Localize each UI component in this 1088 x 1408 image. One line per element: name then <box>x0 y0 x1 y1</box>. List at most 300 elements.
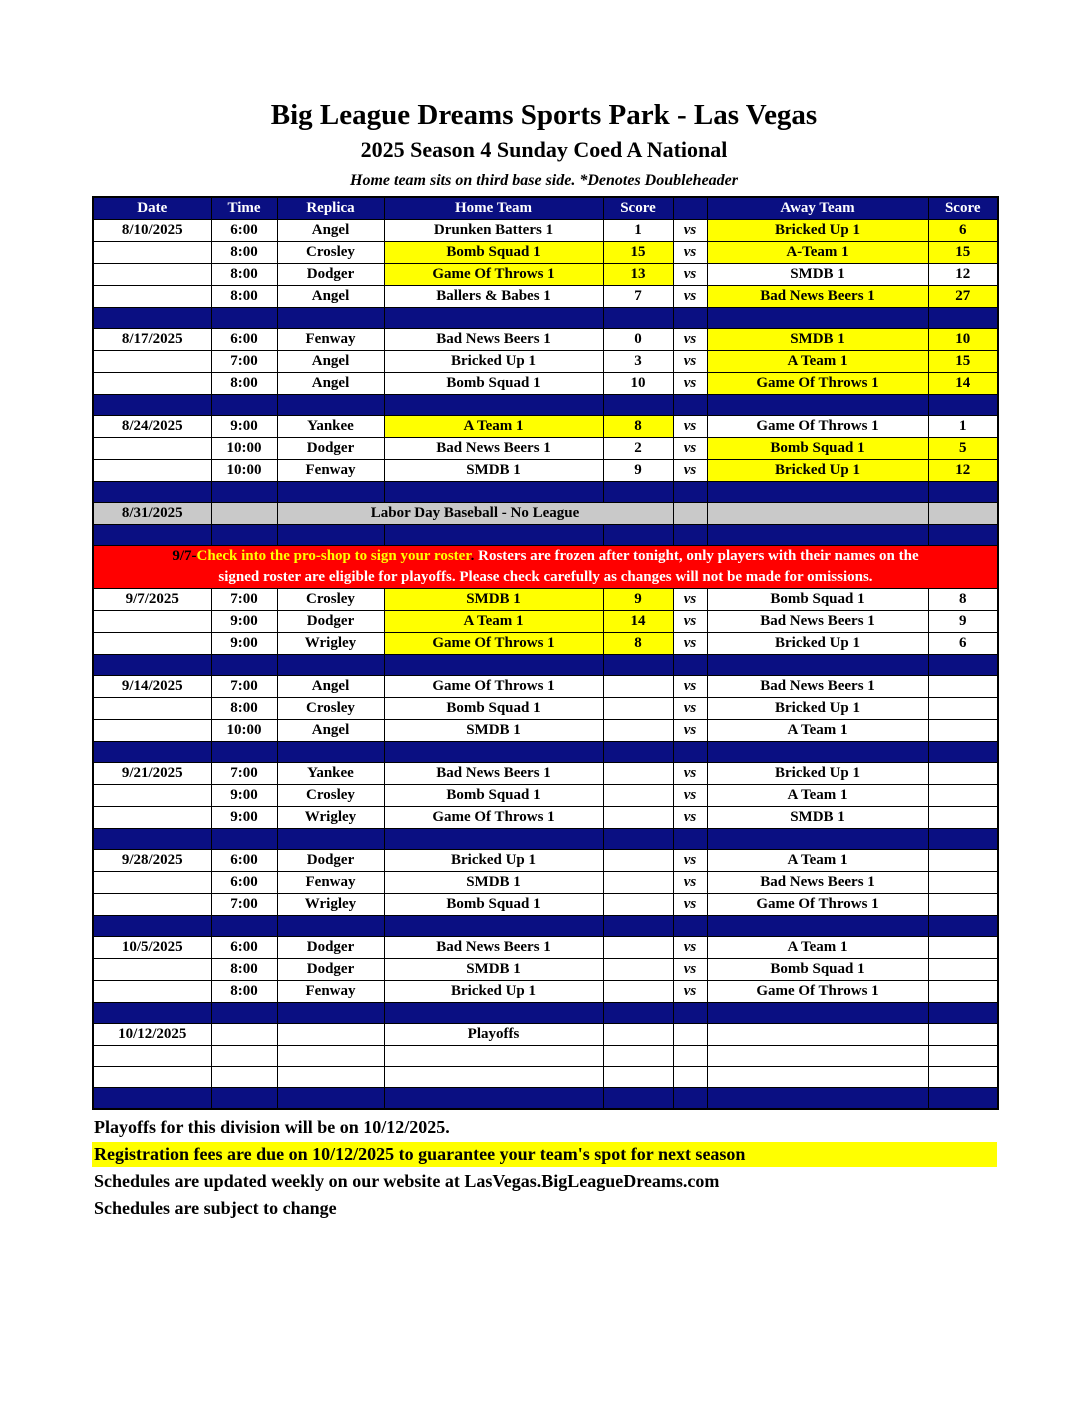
vs-cell: vs <box>673 438 707 460</box>
page-subtitle: 2025 Season 4 Sunday Coed A National <box>360 137 728 163</box>
game-row <box>93 894 998 916</box>
away-team-cell: A Team 1 <box>707 720 928 742</box>
home-team-cell: SMDB 1 <box>384 589 603 611</box>
time-cell: 6:00 <box>211 937 277 959</box>
home-team-cell: Game Of Throws 1 <box>384 676 603 698</box>
replica-cell: Dodger <box>277 438 384 460</box>
separator-cell <box>384 655 603 676</box>
separator-cell <box>603 525 673 546</box>
event-row <box>93 503 998 525</box>
separator-cell <box>603 482 673 503</box>
replica-cell: Angel <box>277 373 384 395</box>
home-team-cell: Game Of Throws 1 <box>384 807 603 829</box>
game-row <box>93 264 998 286</box>
away-score-cell: 27 <box>928 286 998 308</box>
home-score-cell: 1 <box>603 220 673 242</box>
separator-cell <box>277 916 384 937</box>
home-team-cell: Game Of Throws 1 <box>384 633 603 655</box>
time-cell: 9:00 <box>211 807 277 829</box>
game-row <box>93 589 998 611</box>
away-score-cell: 12 <box>928 264 998 286</box>
separator-cell <box>928 1003 998 1024</box>
home-team-cell: Drunken Batters 1 <box>384 220 603 242</box>
away-team-cell: Bomb Squad 1 <box>707 589 928 611</box>
separator-cell <box>211 308 277 329</box>
time-cell <box>211 1067 277 1088</box>
separator-cell <box>673 308 707 329</box>
time-cell: 9:00 <box>211 416 277 438</box>
home-team-cell: SMDB 1 <box>384 872 603 894</box>
away-team-cell: Bad News Beers 1 <box>707 872 928 894</box>
col-header-date: Date <box>93 197 211 220</box>
separator-cell <box>603 742 673 763</box>
home-team-cell: Game Of Throws 1 <box>384 264 603 286</box>
col-header-score-away: Score <box>928 197 998 220</box>
home-team-cell <box>384 1046 603 1067</box>
away-score-cell <box>928 676 998 698</box>
separator-cell <box>93 1003 211 1024</box>
separator-cell <box>211 655 277 676</box>
home-team-cell: SMDB 1 <box>384 460 603 482</box>
time-cell: 6:00 <box>211 220 277 242</box>
game-row <box>93 785 998 807</box>
date-cell: 9/14/2025 <box>93 676 211 698</box>
home-team-cell: Bomb Squad 1 <box>384 785 603 807</box>
away-score-cell <box>928 894 998 916</box>
away-score-cell: 6 <box>928 633 998 655</box>
home-score-cell <box>603 1024 673 1046</box>
vs-cell: vs <box>673 589 707 611</box>
replica-cell: Crosley <box>277 589 384 611</box>
home-score-cell <box>603 981 673 1003</box>
separator-cell <box>673 829 707 850</box>
separator-cell <box>211 916 277 937</box>
time-cell: 8:00 <box>211 698 277 720</box>
separator-cell <box>928 829 998 850</box>
replica-cell: Wrigley <box>277 894 384 916</box>
home-team-cell: SMDB 1 <box>384 959 603 981</box>
away-score-cell: 10 <box>928 329 998 351</box>
roster-notice-text: 9/7- <box>172 548 197 565</box>
separator-cell <box>93 308 211 329</box>
game-row <box>93 611 998 633</box>
away-team-cell: Bad News Beers 1 <box>707 286 928 308</box>
away-score-cell: 1 <box>928 416 998 438</box>
home-score-cell <box>603 1046 673 1067</box>
home-score-cell: 14 <box>603 611 673 633</box>
replica-cell: Yankee <box>277 416 384 438</box>
home-team-cell: SMDB 1 <box>384 720 603 742</box>
time-cell <box>211 1024 277 1046</box>
date-cell: 8/31/2025 <box>93 503 211 525</box>
separator-cell <box>93 1088 211 1109</box>
home-score-cell: 3 <box>603 351 673 373</box>
separator-cell <box>603 308 673 329</box>
away-team-cell: SMDB 1 <box>707 264 928 286</box>
separator-row <box>93 829 998 850</box>
home-score-cell <box>603 763 673 785</box>
home-score-cell: 15 <box>603 242 673 264</box>
separator-cell <box>384 1003 603 1024</box>
replica-cell <box>277 1046 384 1067</box>
separator-cell <box>211 395 277 416</box>
time-cell: 7:00 <box>211 676 277 698</box>
away-team-cell: A Team 1 <box>707 850 928 872</box>
blank-row <box>93 1067 998 1088</box>
home-score-cell <box>603 959 673 981</box>
roster-notice-text: . <box>470 548 479 565</box>
away-score-cell <box>928 698 998 720</box>
home-score-cell: 7 <box>603 286 673 308</box>
away-score-cell: 8 <box>928 589 998 611</box>
footer-website-note: Schedules are updated weekly on our website at LasVegas.BigLeagueDreams.com <box>94 1170 720 1191</box>
separator-cell <box>707 916 928 937</box>
vs-cell: vs <box>673 698 707 720</box>
separator-cell <box>673 655 707 676</box>
vs-cell: vs <box>673 981 707 1003</box>
game-row <box>93 242 998 264</box>
separator-row <box>93 525 998 546</box>
home-team-cell: Bad News Beers 1 <box>384 937 603 959</box>
separator-cell <box>384 742 603 763</box>
separator-cell <box>673 482 707 503</box>
replica-cell <box>277 1024 384 1046</box>
separator-cell <box>277 1003 384 1024</box>
separator-cell <box>384 308 603 329</box>
separator-row <box>93 916 998 937</box>
away-score-cell <box>928 872 998 894</box>
time-cell: 9:00 <box>211 611 277 633</box>
game-row <box>93 763 998 785</box>
home-team-cell: Bad News Beers 1 <box>384 329 603 351</box>
separator-cell <box>707 1088 928 1109</box>
separator-cell <box>277 1088 384 1109</box>
away-team-cell <box>707 503 928 525</box>
game-row <box>93 373 998 395</box>
time-cell: 7:00 <box>211 763 277 785</box>
away-score-cell <box>928 1067 998 1088</box>
away-team-cell: Bricked Up 1 <box>707 633 928 655</box>
date-cell <box>93 698 211 720</box>
vs-cell: vs <box>673 611 707 633</box>
vs-cell: vs <box>673 373 707 395</box>
vs-cell: vs <box>673 676 707 698</box>
separator-cell <box>673 742 707 763</box>
time-cell: 10:00 <box>211 720 277 742</box>
separator-cell <box>277 829 384 850</box>
date-cell <box>93 959 211 981</box>
time-cell: 8:00 <box>211 959 277 981</box>
separator-cell <box>928 916 998 937</box>
separator-cell <box>93 482 211 503</box>
away-score-cell: 6 <box>928 220 998 242</box>
col-header-vs <box>673 197 707 220</box>
separator-cell <box>277 308 384 329</box>
roster-notice-text: Check into the pro-shop to sign your roster <box>196 548 471 565</box>
home-score-cell <box>603 676 673 698</box>
away-team-cell: A Team 1 <box>707 937 928 959</box>
time-cell: 8:00 <box>211 373 277 395</box>
separator-cell <box>211 829 277 850</box>
date-cell <box>93 611 211 633</box>
separator-row <box>93 1003 998 1024</box>
date-cell: 10/5/2025 <box>93 937 211 959</box>
vs-cell: vs <box>673 329 707 351</box>
schedule-table-body <box>93 220 998 1109</box>
away-team-cell: Bricked Up 1 <box>707 698 928 720</box>
separator-cell <box>93 395 211 416</box>
separator-cell <box>928 308 998 329</box>
away-score-cell <box>928 1046 998 1067</box>
separator-cell <box>384 1088 603 1109</box>
header-note: Home team sits on third base side. *Denotes Doubleheader <box>350 171 738 189</box>
away-score-cell: 15 <box>928 242 998 264</box>
date-cell <box>93 894 211 916</box>
separator-row <box>93 482 998 503</box>
vs-cell: vs <box>673 872 707 894</box>
separator-cell <box>707 395 928 416</box>
home-score-cell: 8 <box>603 416 673 438</box>
vs-cell <box>673 1024 707 1046</box>
col-header-score-home: Score <box>603 197 673 220</box>
time-cell <box>211 1046 277 1067</box>
away-score-cell <box>928 807 998 829</box>
home-score-cell: 8 <box>603 633 673 655</box>
home-score-cell <box>603 1067 673 1088</box>
home-team-cell: Bricked Up 1 <box>384 850 603 872</box>
away-score-cell: 14 <box>928 373 998 395</box>
replica-cell: Dodger <box>277 611 384 633</box>
game-row <box>93 460 998 482</box>
separator-cell <box>93 655 211 676</box>
game-row <box>93 676 998 698</box>
separator-cell <box>673 525 707 546</box>
col-header-home-team: Home Team <box>384 197 603 220</box>
separator-cell <box>707 525 928 546</box>
game-row <box>93 981 998 1003</box>
away-score-cell <box>928 503 998 525</box>
game-row <box>93 351 998 373</box>
vs-cell: vs <box>673 937 707 959</box>
separator-cell <box>928 742 998 763</box>
vs-cell: vs <box>673 460 707 482</box>
time-cell: 7:00 <box>211 351 277 373</box>
separator-cell <box>93 829 211 850</box>
vs-cell <box>673 1067 707 1088</box>
away-score-cell <box>928 720 998 742</box>
time-cell: 6:00 <box>211 850 277 872</box>
home-score-cell <box>603 698 673 720</box>
home-team-cell: Bad News Beers 1 <box>384 438 603 460</box>
replica-cell: Angel <box>277 286 384 308</box>
date-cell <box>93 373 211 395</box>
home-score-cell <box>603 720 673 742</box>
away-team-cell: Game Of Throws 1 <box>707 373 928 395</box>
date-cell <box>93 872 211 894</box>
game-row <box>93 220 998 242</box>
away-team-cell: Bricked Up 1 <box>707 763 928 785</box>
away-score-cell: 9 <box>928 611 998 633</box>
col-header-time: Time <box>211 197 277 220</box>
separator-cell <box>673 1003 707 1024</box>
time-cell: 9:00 <box>211 785 277 807</box>
time-cell: 10:00 <box>211 438 277 460</box>
separator-cell <box>211 482 277 503</box>
away-team-cell: Bad News Beers 1 <box>707 676 928 698</box>
footer-playoffs-note: Playoffs for this division will be on 10/12/2025. <box>94 1116 450 1137</box>
game-row <box>93 850 998 872</box>
replica-cell: Angel <box>277 676 384 698</box>
vs-cell: vs <box>673 416 707 438</box>
roster-notice-row <box>93 546 998 589</box>
away-score-cell: 12 <box>928 460 998 482</box>
home-score-cell: 2 <box>603 438 673 460</box>
date-cell <box>93 1046 211 1067</box>
away-team-cell <box>707 1067 928 1088</box>
game-row <box>93 286 998 308</box>
time-cell: 9:00 <box>211 633 277 655</box>
time-cell: 8:00 <box>211 264 277 286</box>
schedule-table <box>92 196 999 1110</box>
separator-cell <box>673 1088 707 1109</box>
home-score-cell <box>603 894 673 916</box>
col-header-replica: Replica <box>277 197 384 220</box>
home-score-cell <box>603 785 673 807</box>
footer <box>92 1114 997 1222</box>
separator-cell <box>93 742 211 763</box>
roster-notice-text: Rosters are frozen after tonight, only players with their names on the <box>478 548 919 565</box>
separator-cell <box>384 525 603 546</box>
home-score-cell: 0 <box>603 329 673 351</box>
away-score-cell <box>928 763 998 785</box>
away-team-cell: SMDB 1 <box>707 807 928 829</box>
separator-cell <box>277 482 384 503</box>
game-row <box>93 416 998 438</box>
separator-cell <box>93 525 211 546</box>
home-team-cell: A Team 1 <box>384 416 603 438</box>
time-cell: 6:00 <box>211 329 277 351</box>
away-team-cell: Bomb Squad 1 <box>707 959 928 981</box>
away-team-cell: Bad News Beers 1 <box>707 611 928 633</box>
replica-cell: Angel <box>277 220 384 242</box>
home-score-cell: 9 <box>603 589 673 611</box>
time-cell: 6:00 <box>211 872 277 894</box>
separator-cell <box>603 655 673 676</box>
away-score-cell <box>928 937 998 959</box>
replica-cell: Dodger <box>277 937 384 959</box>
roster-notice-text: signed roster are eligible for playoffs. Please check carefully as changes will not be made for omissions. <box>218 569 873 586</box>
separator-cell <box>603 395 673 416</box>
separator-cell <box>673 916 707 937</box>
roster-notice-cell <box>93 546 998 589</box>
separator-row <box>93 655 998 676</box>
home-score-cell: 9 <box>603 460 673 482</box>
separator-cell <box>277 742 384 763</box>
date-cell <box>93 720 211 742</box>
home-team-cell: Bad News Beers 1 <box>384 763 603 785</box>
away-score-cell <box>928 981 998 1003</box>
date-cell <box>93 460 211 482</box>
replica-cell: Crosley <box>277 698 384 720</box>
date-cell <box>93 351 211 373</box>
separator-cell <box>603 829 673 850</box>
home-team-cell: Ballers & Babes 1 <box>384 286 603 308</box>
blank-row <box>93 1046 998 1067</box>
replica-cell: Yankee <box>277 763 384 785</box>
away-score-cell <box>928 959 998 981</box>
time-cell: 8:00 <box>211 242 277 264</box>
time-cell: 8:00 <box>211 286 277 308</box>
home-team-cell: Bomb Squad 1 <box>384 373 603 395</box>
separator-cell <box>707 655 928 676</box>
time-cell: 8:00 <box>211 981 277 1003</box>
separator-cell <box>707 742 928 763</box>
date-cell <box>93 1067 211 1088</box>
separator-cell <box>928 1088 998 1109</box>
event-label-cell: Labor Day Baseball - No League <box>277 503 673 525</box>
separator-cell <box>707 1003 928 1024</box>
replica-cell: Angel <box>277 351 384 373</box>
date-cell: 10/12/2025 <box>93 1024 211 1046</box>
date-cell: 8/10/2025 <box>93 220 211 242</box>
vs-cell: vs <box>673 785 707 807</box>
separator-cell <box>603 1003 673 1024</box>
home-team-cell: Bomb Squad 1 <box>384 242 603 264</box>
home-score-cell: 13 <box>603 264 673 286</box>
separator-cell <box>673 395 707 416</box>
vs-cell: vs <box>673 264 707 286</box>
separator-cell <box>603 1088 673 1109</box>
date-cell <box>93 286 211 308</box>
away-team-cell: Game Of Throws 1 <box>707 981 928 1003</box>
vs-cell: vs <box>673 807 707 829</box>
separator-cell <box>928 525 998 546</box>
separator-cell <box>928 395 998 416</box>
replica-cell: Wrigley <box>277 633 384 655</box>
time-cell: 7:00 <box>211 589 277 611</box>
home-score-cell <box>603 937 673 959</box>
separator-cell <box>211 1088 277 1109</box>
home-score-cell <box>603 872 673 894</box>
separator-cell <box>384 829 603 850</box>
vs-cell: vs <box>673 894 707 916</box>
footer-change-note: Schedules are subject to change <box>94 1197 337 1218</box>
home-team-cell: Bomb Squad 1 <box>384 894 603 916</box>
replica-cell: Fenway <box>277 981 384 1003</box>
away-team-cell: Game Of Throws 1 <box>707 416 928 438</box>
separator-cell <box>277 655 384 676</box>
away-team-cell: Bricked Up 1 <box>707 220 928 242</box>
vs-cell: vs <box>673 763 707 785</box>
away-team-cell <box>707 1046 928 1067</box>
col-header-away-team: Away Team <box>707 197 928 220</box>
date-cell: 8/17/2025 <box>93 329 211 351</box>
vs-cell: vs <box>673 720 707 742</box>
replica-cell: Dodger <box>277 264 384 286</box>
time-cell: 7:00 <box>211 894 277 916</box>
time-cell <box>211 503 277 525</box>
date-cell <box>93 785 211 807</box>
vs-cell: vs <box>673 850 707 872</box>
home-score-cell: 10 <box>603 373 673 395</box>
separator-row <box>93 742 998 763</box>
date-cell <box>93 807 211 829</box>
separator-cell <box>384 395 603 416</box>
separator-cell <box>707 308 928 329</box>
home-team-cell <box>384 1067 603 1088</box>
separator-cell <box>384 482 603 503</box>
replica-cell <box>277 1067 384 1088</box>
